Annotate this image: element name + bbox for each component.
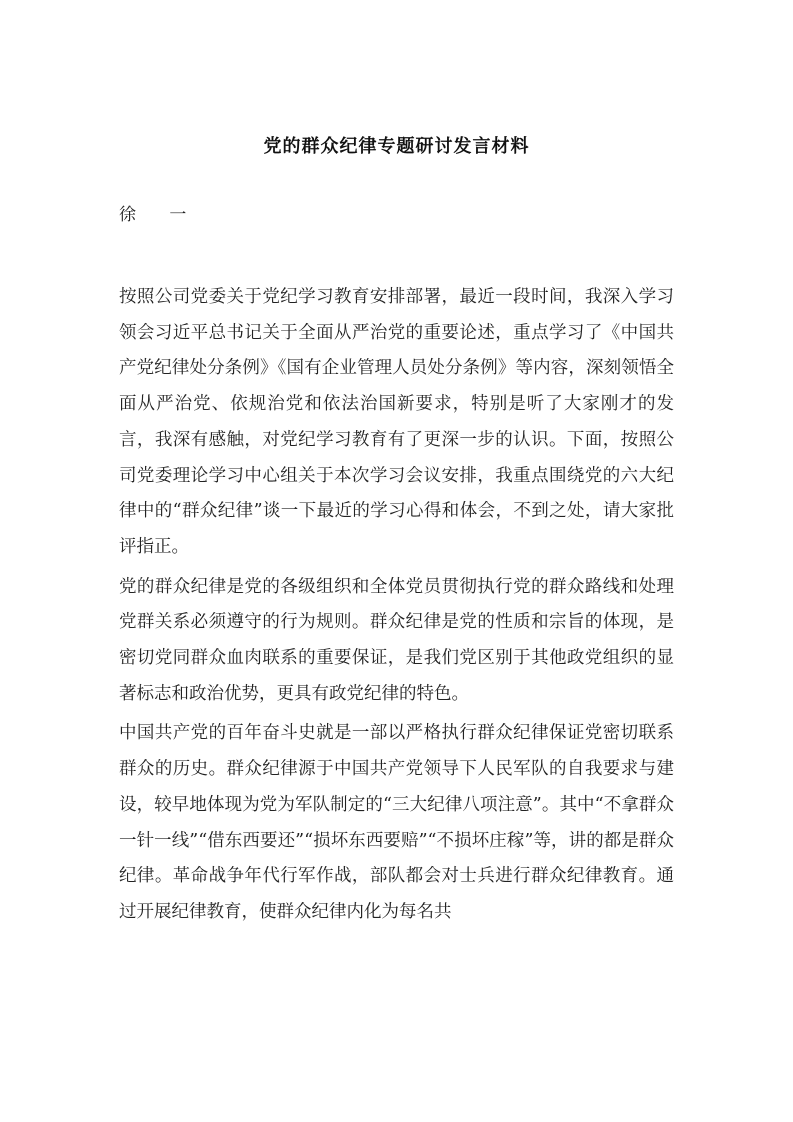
paragraph-2: 党的群众纪律是党的各级组织和全体党员贯彻执行党的群众路线和处理党群关系必须遵守的行为规则。群众纪律是党的性质和宗旨的体现，是密切党同群众血肉联系的重要保证，是我们党区别于其他政党组织的显著标志和政治优势，更具有政党纪律的特色。 (119, 576, 674, 704)
document-title: 党的群众纪律专题研讨发言材料 (263, 136, 530, 157)
document-author: 徐 一 (119, 205, 201, 225)
document-body (119, 280, 674, 935)
paragraph-3: 中国共产党的百年奋斗史就是一部以严格执行群众纪律保证党密切联系群众的历史。群众纪律源于中国共产党领导下人民军队的自我要求与建设，较早地体现为党为军队制定的“三大纪律八项注意”。其中“不拿群众一针一线”“借东西要还”“损坏东西要赔”“不损坏庄稼”等，讲的都是群众纪律。革命战争年代行军作战，部队都会对士兵进行群众纪律教育。通过开展纪律教育，使群众纪律内化为每名共 (119, 723, 674, 922)
paragraph-1: 按照公司党委关于党纪学习教育安排部署，最近一段时间，我深入学习领会习近平总书记关于全面从严治党的重要论述，重点学习了《中国共产党纪律处分条例》《国有企业管理人员处分条例》等内容，深刻领悟全面从严治党、依规治党和依法治国新要求，特别是听了大家刚才的发言，我深有感触，对党纪学习教育有了更深一步的认识。下面，按照公司党委理论学习中心组关于本次学习会议安排，我重点围绕党的六大纪律中的“群众纪律”谈一下最近的学习心得和体会，不到之处，请大家批评指正。 (119, 287, 674, 557)
